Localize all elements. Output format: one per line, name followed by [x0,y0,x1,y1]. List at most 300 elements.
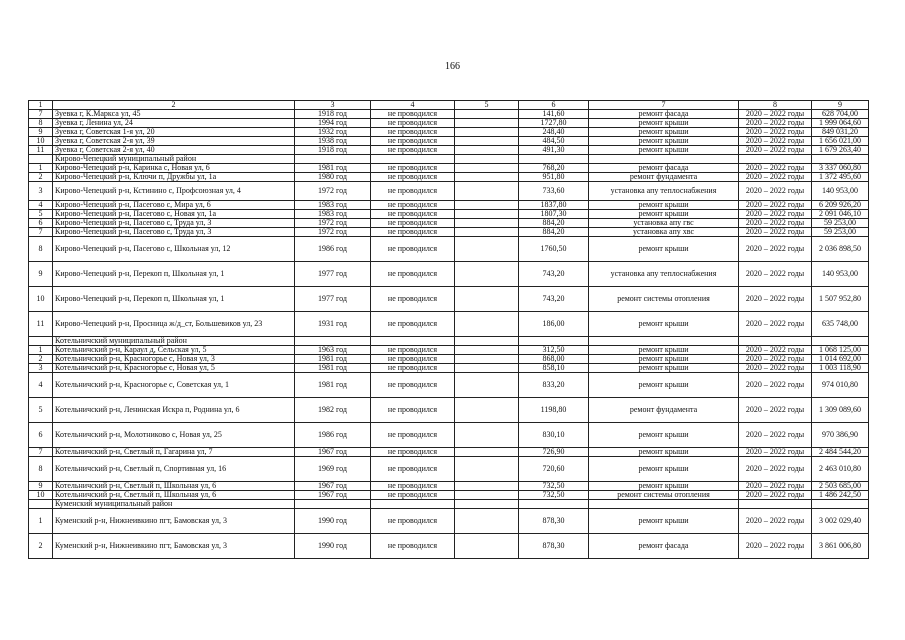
section-title: Кирово-Чепецкий муниципальный район [53,155,295,164]
address-cell: Кирово-Чепецкий р-н, Кстинино с, Профсоюзная ул, 4 [53,182,295,201]
cost-cell: 2 036 898,50 [812,237,869,262]
section-empty-cell [739,500,812,509]
table-body [29,101,869,559]
row-number-cell: 4 [29,373,53,398]
row-number-cell: 2 [29,173,53,182]
empty-cell [455,373,519,398]
area-cell: 833,20 [519,373,589,398]
address-cell: Кирово-Чепецкий р-н, Пасегово с, Мира ул, 6 [53,201,295,210]
area-cell: 1807,30 [519,210,589,219]
build-year-cell: 1980 год [295,173,371,182]
area-cell: 884,20 [519,219,589,228]
section-title: Котельничский муниципальный район [53,337,295,346]
build-year-cell: 1967 год [295,482,371,491]
table-row [29,110,869,119]
table-row [29,210,869,219]
section-number-cell [29,500,53,509]
empty-cell [455,423,519,448]
last-repair-cell: не проводился [371,137,455,146]
row-number-cell: 7 [29,110,53,119]
section-empty-cell [812,337,869,346]
area-cell: 720,60 [519,457,589,482]
last-repair-cell: не проводился [371,146,455,155]
empty-cell [455,346,519,355]
cost-cell: 140 953,00 [812,262,869,287]
row-number-cell: 9 [29,262,53,287]
cost-cell: 1 003 118,90 [812,364,869,373]
area-cell: 1198,80 [519,398,589,423]
row-number-cell: 9 [29,128,53,137]
period-cell: 2020 – 2022 годы [739,355,812,364]
section-empty-cell [519,500,589,509]
work-type-cell: установка апу теплоснабжения [589,182,739,201]
row-number-cell: 5 [29,398,53,423]
work-type-cell: ремонт крыши [589,128,739,137]
work-type-cell: ремонт крыши [589,119,739,128]
build-year-cell: 1981 год [295,364,371,373]
section-number-cell [29,337,53,346]
cost-cell: 1 068 125,00 [812,346,869,355]
period-cell: 2020 – 2022 годы [739,164,812,173]
empty-cell [455,312,519,337]
work-type-cell: ремонт крыши [589,201,739,210]
build-year-cell: 1994 год [295,119,371,128]
row-number-cell: 1 [29,346,53,355]
empty-cell [455,128,519,137]
header-cell: 4 [371,101,455,110]
area-cell: 743,20 [519,287,589,312]
row-number-cell: 7 [29,448,53,457]
work-type-cell: ремонт крыши [589,237,739,262]
header-cell: 3 [295,101,371,110]
table-row [29,228,869,237]
table-row [29,137,869,146]
period-cell: 2020 – 2022 годы [739,137,812,146]
work-type-cell: ремонт крыши [589,210,739,219]
section-number-cell [29,155,53,164]
table-row [29,457,869,482]
empty-cell [455,182,519,201]
last-repair-cell: не проводился [371,201,455,210]
header-cell: 9 [812,101,869,110]
area-cell: 1727,80 [519,119,589,128]
build-year-cell: 1983 год [295,201,371,210]
section-empty-cell [455,337,519,346]
address-cell: Кирово-Чепецкий р-н, Просница ж/д_ст, Большевиков ул, 23 [53,312,295,337]
work-type-cell: ремонт крыши [589,448,739,457]
last-repair-cell: не проводился [371,237,455,262]
empty-cell [455,355,519,364]
empty-cell [455,110,519,119]
cost-cell: 849 031,20 [812,128,869,137]
work-type-cell: ремонт крыши [589,312,739,337]
period-cell: 2020 – 2022 годы [739,482,812,491]
cost-cell: 140 953,00 [812,182,869,201]
empty-cell [455,262,519,287]
cost-cell: 6 209 926,20 [812,201,869,210]
table-row [29,182,869,201]
empty-cell [455,448,519,457]
period-cell: 2020 – 2022 годы [739,182,812,201]
build-year-cell: 1983 год [295,210,371,219]
work-type-cell: ремонт крыши [589,482,739,491]
section-title: Куменский муниципальный район [53,500,295,509]
area-cell: 484,50 [519,137,589,146]
build-year-cell: 1977 год [295,262,371,287]
last-repair-cell: не проводился [371,119,455,128]
empty-cell [455,210,519,219]
cost-cell: 3 337 060,80 [812,164,869,173]
address-cell: Котельничский р-н, Караул д, Сельская ул, 5 [53,346,295,355]
work-type-cell: ремонт крыши [589,457,739,482]
cost-cell: 2 503 685,00 [812,482,869,491]
empty-cell [455,219,519,228]
empty-cell [455,509,519,534]
section-empty-cell [739,337,812,346]
area-cell: 732,50 [519,491,589,500]
section-empty-cell [589,337,739,346]
address-cell: Зуевка г, Ленина ул, 24 [53,119,295,128]
work-type-cell: ремонт крыши [589,137,739,146]
address-cell: Зуевка г, Советская 2-я ул, 40 [53,146,295,155]
header-cell: 2 [53,101,295,110]
build-year-cell: 1967 год [295,448,371,457]
build-year-cell: 1932 год [295,128,371,137]
period-cell: 2020 – 2022 годы [739,457,812,482]
build-year-cell: 1981 год [295,373,371,398]
table-row [29,119,869,128]
build-year-cell: 1972 год [295,182,371,201]
address-cell: Котельничский р-н, Светлый п, Школьная ул, 6 [53,491,295,500]
work-type-cell: установка апу гвс [589,219,739,228]
address-cell: Куменский р-н, Нижнеивкино пгт, Бамовская ул, 3 [53,509,295,534]
section-empty-cell [812,155,869,164]
row-number-cell: 3 [29,364,53,373]
row-number-cell: 6 [29,219,53,228]
period-cell: 2020 – 2022 годы [739,287,812,312]
section-empty-cell [589,155,739,164]
work-type-cell: ремонт крыши [589,509,739,534]
build-year-cell: 1977 год [295,287,371,312]
work-type-cell: ремонт системы отопления [589,491,739,500]
empty-cell [455,534,519,559]
address-cell: Котельничский р-н, Красногорье с, Новая ул, 5 [53,364,295,373]
build-year-cell: 1981 год [295,164,371,173]
work-type-cell: установка апу теплоснабжения [589,262,739,287]
cost-cell: 635 748,00 [812,312,869,337]
table-row [29,201,869,210]
last-repair-cell: не проводился [371,448,455,457]
last-repair-cell: не проводился [371,509,455,534]
area-cell: 1837,80 [519,201,589,210]
last-repair-cell: не проводился [371,287,455,312]
period-cell: 2020 – 2022 годы [739,201,812,210]
address-cell: Кирово-Чепецкий р-н, Перекоп п, Школьная ул, 1 [53,287,295,312]
empty-cell [455,398,519,423]
row-number-cell: 10 [29,287,53,312]
last-repair-cell: не проводился [371,482,455,491]
section-empty-cell [519,337,589,346]
header-cell: 1 [29,101,53,110]
period-cell: 2020 – 2022 годы [739,312,812,337]
last-repair-cell: не проводился [371,355,455,364]
last-repair-cell: не проводился [371,423,455,448]
build-year-cell: 1972 год [295,219,371,228]
table-row [29,219,869,228]
work-type-cell: ремонт фундамента [589,173,739,182]
area-cell: 726,90 [519,448,589,457]
area-cell: 858,10 [519,364,589,373]
period-cell: 2020 – 2022 годы [739,219,812,228]
period-cell: 2020 – 2022 годы [739,491,812,500]
cost-cell: 2 484 544,20 [812,448,869,457]
build-year-cell: 1918 год [295,146,371,155]
address-cell: Котельничский р-н, Красногорье с, Новая ул, 3 [53,355,295,364]
last-repair-cell: не проводился [371,346,455,355]
period-cell: 2020 – 2022 годы [739,237,812,262]
table-row [29,173,869,182]
section-empty-cell [519,155,589,164]
last-repair-cell: не проводился [371,164,455,173]
address-cell: Кирово-Чепецкий р-н, Пасегово с, Труда ул, 3 [53,228,295,237]
row-number-cell: 7 [29,228,53,237]
period-cell: 2020 – 2022 годы [739,448,812,457]
section-empty-cell [371,155,455,164]
row-number-cell: 11 [29,312,53,337]
period-cell: 2020 – 2022 годы [739,262,812,287]
period-cell: 2020 – 2022 годы [739,373,812,398]
section-empty-cell [295,337,371,346]
table-row [29,128,869,137]
cost-cell: 974 010,80 [812,373,869,398]
table-row [29,287,869,312]
work-type-cell: ремонт крыши [589,423,739,448]
table-row [29,373,869,398]
area-cell: 884,20 [519,228,589,237]
period-cell: 2020 – 2022 годы [739,110,812,119]
empty-cell [455,137,519,146]
address-cell: Кирово-Чепецкий р-н, Пасегово с, Школьная ул, 12 [53,237,295,262]
last-repair-cell: не проводился [371,364,455,373]
address-cell: Котельничский р-н, Молотниково с, Новая ул, 25 [53,423,295,448]
last-repair-cell: не проводился [371,228,455,237]
section-empty-cell [812,500,869,509]
empty-cell [455,228,519,237]
last-repair-cell: не проводился [371,210,455,219]
table-row [29,237,869,262]
area-cell: 878,30 [519,509,589,534]
cost-cell: 1 309 089,60 [812,398,869,423]
build-year-cell: 1981 год [295,355,371,364]
table-row [29,482,869,491]
last-repair-cell: не проводился [371,219,455,228]
period-cell: 2020 – 2022 годы [739,119,812,128]
cost-cell: 1 507 952,80 [812,287,869,312]
work-type-cell: ремонт крыши [589,146,739,155]
table-row [29,534,869,559]
table-row [29,491,869,500]
section-empty-cell [295,500,371,509]
last-repair-cell: не проводился [371,312,455,337]
build-year-cell: 1969 год [295,457,371,482]
last-repair-cell: не проводился [371,373,455,398]
empty-cell [455,146,519,155]
empty-cell [455,364,519,373]
address-cell: Кирово-Чепецкий р-н, Каринка с, Новая ул, 6 [53,164,295,173]
build-year-cell: 1967 год [295,491,371,500]
period-cell: 2020 – 2022 годы [739,534,812,559]
address-cell: Котельничский р-н, Светлый п, Гагарина ул, 7 [53,448,295,457]
area-cell: 743,20 [519,262,589,287]
last-repair-cell: не проводился [371,262,455,287]
last-repair-cell: не проводился [371,173,455,182]
area-cell: 951,80 [519,173,589,182]
table-row [29,509,869,534]
section-empty-cell [371,500,455,509]
address-cell: Кирово-Чепецкий р-н, Пасегово с, Труда ул, 3 [53,219,295,228]
build-year-cell: 1931 год [295,312,371,337]
work-type-cell: ремонт крыши [589,355,739,364]
row-number-cell: 8 [29,237,53,262]
build-year-cell: 1963 год [295,346,371,355]
page-number: 166 [445,61,460,72]
table-row [29,355,869,364]
row-number-cell: 11 [29,146,53,155]
empty-cell [455,164,519,173]
row-number-cell: 2 [29,355,53,364]
table-row [29,398,869,423]
period-cell: 2020 – 2022 годы [739,346,812,355]
area-cell: 491,30 [519,146,589,155]
area-cell: 868,00 [519,355,589,364]
work-type-cell: установка апу хвс [589,228,739,237]
period-cell: 2020 – 2022 годы [739,509,812,534]
table-row [29,146,869,155]
address-cell: Зуевка г, К.Маркса ул, 45 [53,110,295,119]
area-cell: 733,60 [519,182,589,201]
cost-cell: 1 999 064,60 [812,119,869,128]
area-cell: 1760,50 [519,237,589,262]
period-cell: 2020 – 2022 годы [739,128,812,137]
row-number-cell: 8 [29,457,53,482]
build-year-cell: 1986 год [295,237,371,262]
cost-cell: 1 372 495,60 [812,173,869,182]
address-cell: Котельничский р-н, Ленинская Искра п, Роднина ул, 6 [53,398,295,423]
empty-cell [455,173,519,182]
table-row [29,312,869,337]
section-row [29,155,869,164]
section-empty-cell [589,500,739,509]
cost-cell: 970 386,90 [812,423,869,448]
empty-cell [455,237,519,262]
last-repair-cell: не проводился [371,491,455,500]
row-number-cell: 5 [29,210,53,219]
section-row [29,500,869,509]
area-cell: 732,50 [519,482,589,491]
cost-cell: 3 002 029,40 [812,509,869,534]
last-repair-cell: не проводился [371,457,455,482]
area-cell: 878,30 [519,534,589,559]
address-cell: Зуевка г, Советская 2-я ул, 39 [53,137,295,146]
address-cell: Котельничский р-н, Светлый п, Школьная ул, 6 [53,482,295,491]
row-number-cell: 3 [29,182,53,201]
table-row [29,448,869,457]
period-cell: 2020 – 2022 годы [739,364,812,373]
header-cell: 6 [519,101,589,110]
empty-cell [455,287,519,312]
work-type-cell: ремонт системы отопления [589,287,739,312]
last-repair-cell: не проводился [371,128,455,137]
table-row [29,164,869,173]
table-row [29,346,869,355]
work-type-cell: ремонт фасада [589,110,739,119]
header-cell: 7 [589,101,739,110]
row-number-cell: 1 [29,164,53,173]
area-cell: 186,00 [519,312,589,337]
cost-cell: 59 253,00 [812,219,869,228]
cost-cell: 1 656 021,00 [812,137,869,146]
period-cell: 2020 – 2022 годы [739,228,812,237]
area-cell: 830,10 [519,423,589,448]
section-empty-cell [371,337,455,346]
period-cell: 2020 – 2022 годы [739,210,812,219]
address-cell: Котельничский р-н, Красногорье с, Советская ул, 1 [53,373,295,398]
cost-cell: 3 861 006,80 [812,534,869,559]
row-number-cell: 8 [29,119,53,128]
build-year-cell: 1990 год [295,534,371,559]
build-year-cell: 1982 год [295,398,371,423]
empty-cell [455,201,519,210]
period-cell: 2020 – 2022 годы [739,423,812,448]
period-cell: 2020 – 2022 годы [739,173,812,182]
area-cell: 768,20 [519,164,589,173]
cost-cell: 2 091 046,10 [812,210,869,219]
section-empty-cell [295,155,371,164]
empty-cell [455,491,519,500]
address-cell: Зуевка г, Советская 1-я ул, 20 [53,128,295,137]
row-number-cell: 10 [29,137,53,146]
header-cell: 5 [455,101,519,110]
work-type-cell: ремонт крыши [589,373,739,398]
table-header-row [29,101,869,110]
section-empty-cell [455,500,519,509]
address-cell: Котельничский р-н, Светлый п, Спортивная ул, 16 [53,457,295,482]
work-type-cell: ремонт крыши [589,346,739,355]
repair-program-table [28,100,869,559]
last-repair-cell: не проводился [371,398,455,423]
empty-cell [455,119,519,128]
last-repair-cell: не проводился [371,534,455,559]
table-row [29,364,869,373]
row-number-cell: 6 [29,423,53,448]
work-type-cell: ремонт фундамента [589,398,739,423]
work-type-cell: ремонт фасада [589,534,739,559]
cost-cell: 1 486 242,50 [812,491,869,500]
empty-cell [455,457,519,482]
table-row [29,262,869,287]
header-cell: 8 [739,101,812,110]
table-row [29,423,869,448]
address-cell: Кирово-Чепецкий р-н, Ключи п, Дружбы ул, 1а [53,173,295,182]
row-number-cell: 9 [29,482,53,491]
last-repair-cell: не проводился [371,182,455,201]
build-year-cell: 1918 год [295,110,371,119]
build-year-cell: 1990 год [295,509,371,534]
address-cell: Кирово-Чепецкий р-н, Пасегово с, Новая ул, 1а [53,210,295,219]
cost-cell: 628 704,00 [812,110,869,119]
cost-cell: 2 463 010,80 [812,457,869,482]
section-empty-cell [455,155,519,164]
